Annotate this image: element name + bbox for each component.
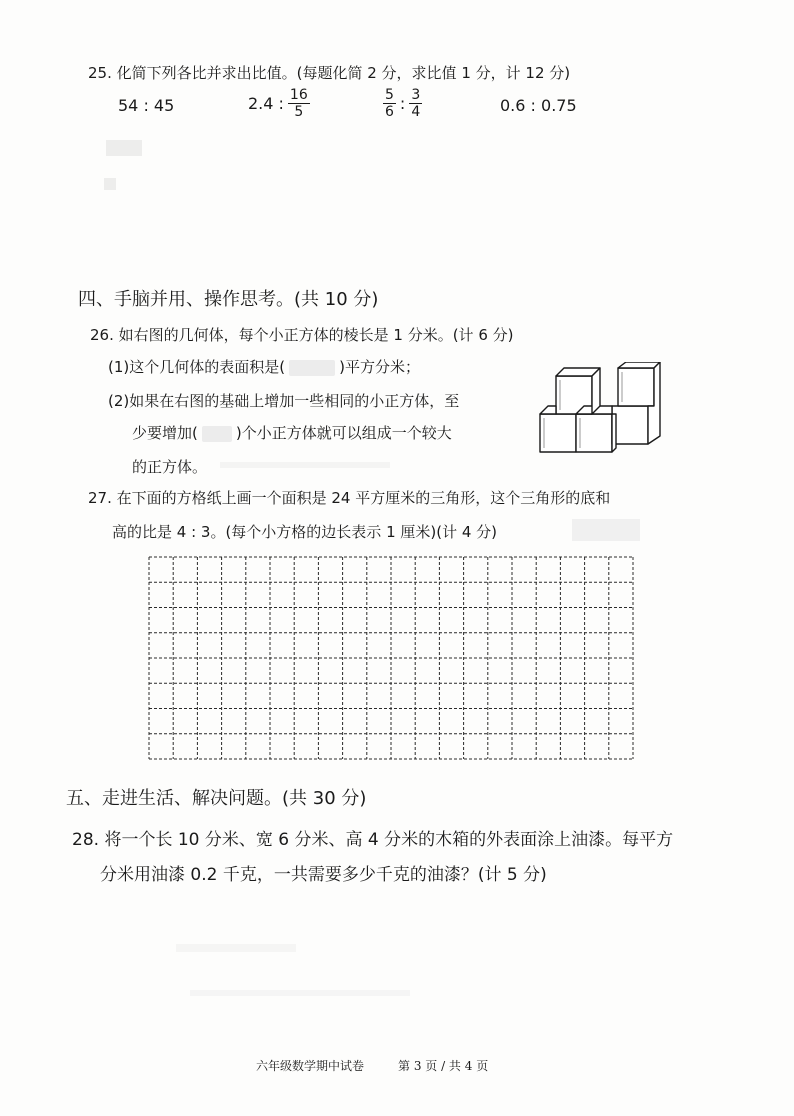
q26-part2-b: )个小正方体就可以组成一个较大	[235, 424, 452, 442]
ratio-label: 0.6 : 0.75	[500, 96, 577, 115]
q27-line2: 高的比是 4 : 3。(每个小方格的边长表示 1 厘米)(计 4 分)	[112, 523, 498, 541]
q26-part2-line3: 的正方体。	[132, 458, 208, 476]
grid-paper[interactable]	[148, 556, 634, 760]
scan-smudge	[190, 990, 410, 996]
answer-blank[interactable]	[289, 360, 335, 376]
q28-line1: 28. 将一个长 10 分米、宽 6 分米、高 4 分米的木箱的外表面涂上油漆。每平方	[72, 830, 674, 850]
footer-page: 第 3 页 / 共 4 页	[398, 1059, 489, 1073]
scan-smudge	[220, 462, 390, 468]
section-4-title: 四、手脑并用、操作思考。(共 10 分)	[78, 289, 379, 310]
answer-blank[interactable]	[202, 426, 232, 442]
q26-part1-a: (1)这个几何体的表面积是(	[108, 358, 286, 376]
q25-ratio-2	[248, 88, 310, 119]
q25-text: 25. 化简下列各比并求出比值。(每题化简 2 分，求比值 1 分，计 12 分)	[88, 64, 571, 82]
q28-line2: 分米用油漆 0.2 千克，一共需要多少千克的油漆？(计 5 分)	[100, 865, 547, 885]
fraction	[383, 88, 396, 119]
q25-ratio-1	[118, 96, 174, 115]
section-5-title: 五、走进生活、解决问题。(共 30 分)	[66, 788, 367, 809]
q26-part2-line1: (2)如果在右图的基础上增加一些相同的小正方体，至	[108, 392, 460, 410]
q26-part1	[108, 356, 420, 377]
denominator: 4	[411, 104, 421, 120]
ratio-colon: :	[399, 94, 406, 113]
q26-part2-a: 少要增加(	[132, 424, 198, 442]
q26-part1-b: )平方分米；	[339, 358, 420, 376]
q25-ratio-4	[500, 96, 577, 115]
q25-ratio-3	[383, 88, 422, 119]
grid-lines	[149, 557, 633, 759]
ratio-prefix: 2.4 :	[248, 94, 284, 113]
ratio-label: 54 : 45	[118, 96, 175, 115]
q27-line1: 27. 在下面的方格纸上画一个面积是 24 平方厘米的三角形，这个三角形的底和	[88, 489, 611, 507]
q26-text: 26. 如右图的几何体，每个小正方体的棱长是 1 分米。(计 6 分)	[90, 326, 514, 344]
denominator: 6	[385, 104, 394, 120]
numerator: 16	[289, 87, 308, 103]
scan-smudge	[106, 140, 142, 156]
numerator: 3	[411, 87, 421, 103]
cube-figure	[536, 362, 666, 456]
fraction	[409, 88, 422, 119]
scan-smudge	[572, 519, 640, 541]
denominator: 5	[294, 104, 304, 120]
numerator: 5	[385, 87, 394, 103]
fraction	[288, 88, 310, 119]
footer-title: 六年级数学期中试卷	[256, 1059, 365, 1073]
scan-smudge	[176, 944, 296, 952]
q26-part2-line2	[132, 422, 452, 443]
scan-smudge	[104, 178, 116, 190]
